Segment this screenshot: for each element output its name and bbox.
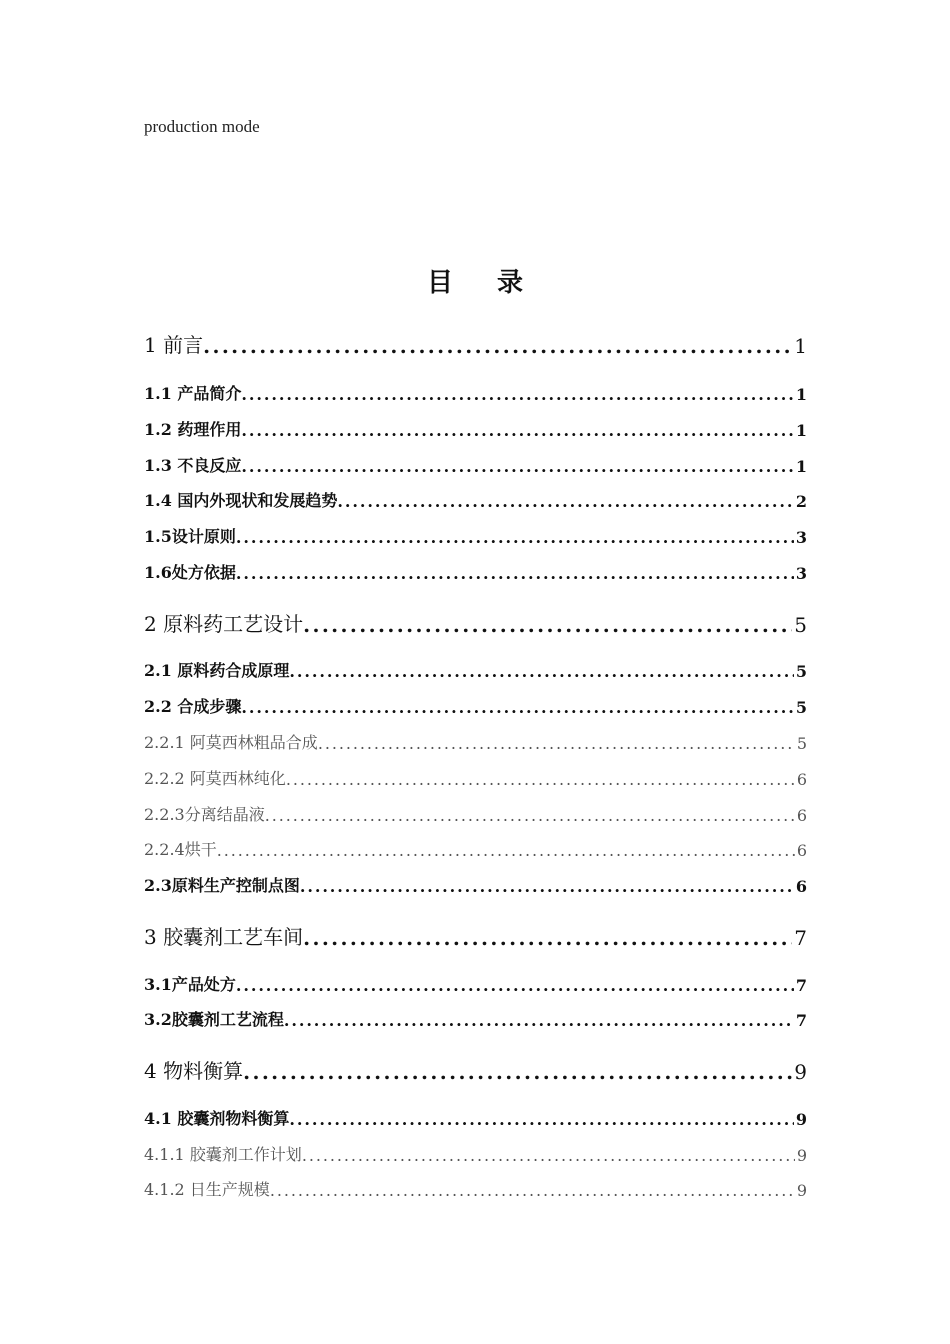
toc-entry-page: 2 <box>795 492 807 511</box>
toc-entry[interactable] <box>144 1178 807 1200</box>
toc-entry[interactable] <box>144 418 807 440</box>
toc-dot-leader <box>302 1146 795 1165</box>
toc-dot-leader <box>318 734 795 753</box>
toc-entry[interactable] <box>144 922 807 950</box>
toc-entry[interactable] <box>144 1143 807 1165</box>
toc-entry-label: 2.3原料生产控制点图 <box>144 876 300 895</box>
toc-entry-page: 1 <box>795 421 807 440</box>
toc-entry-label: 2.2.4烘干 <box>144 840 217 859</box>
toc-dot-leader <box>270 1181 795 1200</box>
toc-entry-label: 1.3 不良反应 <box>144 456 242 475</box>
toc-dot-leader <box>265 806 795 825</box>
toc-dot-leader <box>286 770 795 789</box>
toc-entry[interactable] <box>144 659 807 681</box>
toc-entry-label: 2.2.2 阿莫西林纯化 <box>144 769 286 788</box>
toc-dot-leader <box>241 698 793 717</box>
toc-entry[interactable] <box>144 525 807 547</box>
toc-entry-page: 9 <box>794 1060 807 1084</box>
toc-entry-page: 1 <box>795 457 807 476</box>
toc-entry-label: 1.2 药理作用 <box>144 420 242 439</box>
toc-entry-label: 2.2.3分离结晶液 <box>144 805 265 824</box>
toc-entry-page: 6 <box>796 806 807 825</box>
toc-entry[interactable] <box>144 874 807 896</box>
toc-entry-label: 1.1 产品简介 <box>144 384 242 403</box>
toc-entry-label: 2.2.1 阿莫西林粗品合成 <box>144 733 318 752</box>
toc-entry[interactable] <box>144 489 807 511</box>
toc-entry-label: 4 物料衡算 <box>144 1059 244 1083</box>
toc-dot-leader <box>303 926 792 950</box>
toc-dot-leader <box>289 1110 793 1129</box>
toc-entry-page: 9 <box>796 1181 807 1200</box>
toc-entry-page: 6 <box>795 877 807 896</box>
toc-entry[interactable] <box>144 973 807 995</box>
toc-dot-leader <box>300 877 794 896</box>
toc-dot-leader <box>217 841 795 860</box>
toc-entry-page: 9 <box>796 1146 807 1165</box>
toc-dot-leader <box>303 613 792 637</box>
toc-entry-page: 9 <box>795 1110 807 1129</box>
toc-entry-label: 1.5设计原则 <box>144 527 236 546</box>
toc-entry-page: 5 <box>795 698 807 717</box>
toc-entry-page: 3 <box>795 564 807 583</box>
toc-title-right: 录 <box>497 268 524 298</box>
toc-entry-label: 2.1 原料药合成原理 <box>144 661 290 680</box>
toc-entry-page: 1 <box>794 334 807 358</box>
toc-dot-leader <box>236 564 794 583</box>
toc-entry[interactable] <box>144 767 807 789</box>
toc-entry-label: 1.6处方依据 <box>144 563 236 582</box>
toc-entry-page: 5 <box>794 613 807 637</box>
toc-entry-label: 4.1.1 胶囊剂工作计划 <box>144 1145 302 1164</box>
toc-dot-leader <box>241 457 793 476</box>
toc-dot-leader <box>203 334 792 358</box>
toc-entry[interactable] <box>144 803 807 825</box>
toc-entry[interactable] <box>144 1056 807 1084</box>
intro-text: production mode <box>144 117 260 136</box>
toc-entry[interactable] <box>144 1107 807 1129</box>
toc-entry-page: 1 <box>795 385 807 404</box>
toc-entry-label: 3 胶囊剂工艺车间 <box>144 925 304 949</box>
toc-title-left: 目 <box>426 268 453 298</box>
toc-dot-leader <box>236 528 794 547</box>
toc-entry-label: 1.4 国内外现状和发展趋势 <box>144 491 338 510</box>
toc-dot-leader <box>241 385 793 404</box>
toc-entry[interactable] <box>144 382 807 404</box>
toc-entry[interactable] <box>144 454 807 476</box>
toc-entry-page: 7 <box>795 976 807 995</box>
toc-dot-leader <box>289 662 793 681</box>
toc-entry-label: 4.1 胶囊剂物料衡算 <box>144 1109 290 1128</box>
toc-dot-leader <box>337 492 793 511</box>
toc-title <box>0 262 950 299</box>
toc-entry[interactable] <box>144 609 807 637</box>
toc-entry-page: 3 <box>795 528 807 547</box>
toc-entry[interactable] <box>144 695 807 717</box>
toc-entry-label: 4.1.2 日生产规模 <box>144 1180 270 1199</box>
toc-dot-leader <box>243 1060 792 1084</box>
toc-entry-page: 7 <box>795 1011 807 1030</box>
toc-entry-page: 6 <box>796 841 807 860</box>
toc-entry-label: 3.2胶囊剂工艺流程 <box>144 1010 284 1029</box>
toc-entry-label: 3.1产品处方 <box>144 975 236 994</box>
toc-dot-leader <box>284 1011 794 1030</box>
toc-entry-page: 7 <box>794 926 807 950</box>
toc-entry[interactable] <box>144 330 807 358</box>
toc-entry[interactable] <box>144 731 807 753</box>
toc-entry-label: 2 原料药工艺设计 <box>144 612 304 636</box>
toc-dot-leader <box>236 976 794 995</box>
toc-dot-leader <box>241 421 793 440</box>
toc-entry-page: 5 <box>796 734 807 753</box>
toc-entry-label: 1 前言 <box>144 333 204 357</box>
toc-entry[interactable] <box>144 561 807 583</box>
toc-entry[interactable] <box>144 838 807 860</box>
toc-entry-label: 2.2 合成步骤 <box>144 697 242 716</box>
toc-entry-page: 6 <box>796 770 807 789</box>
toc-entry-page: 5 <box>795 662 807 681</box>
toc-entry[interactable] <box>144 1008 807 1030</box>
